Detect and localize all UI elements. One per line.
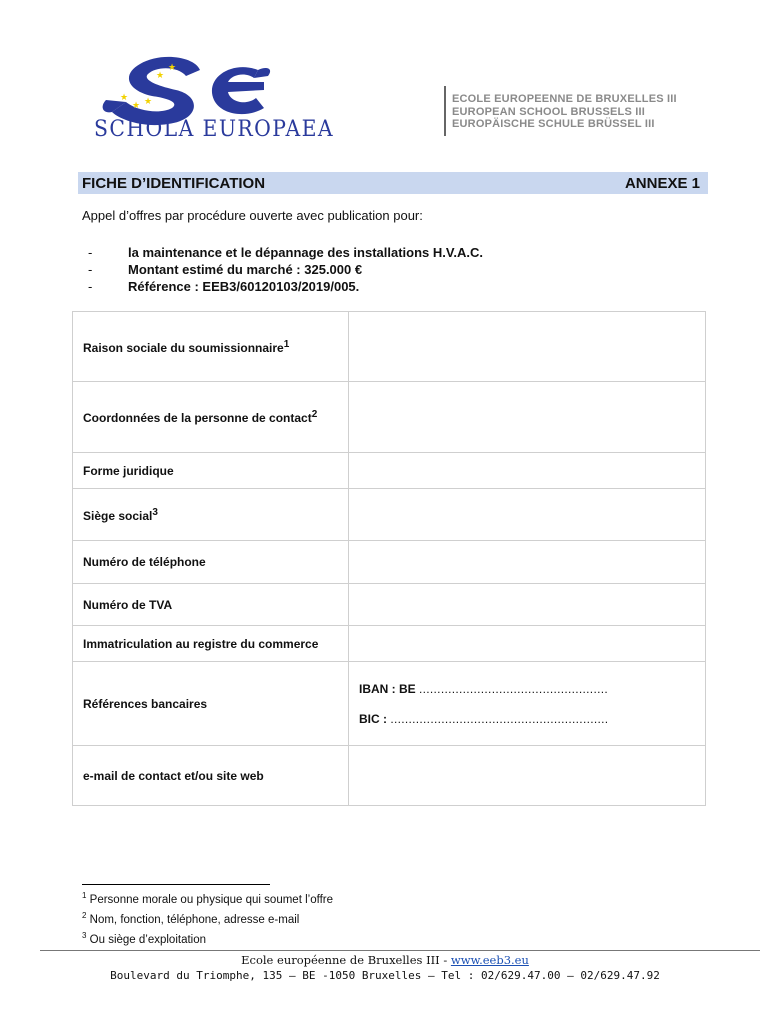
header-divider	[444, 86, 446, 136]
list-item: - la maintenance et le dépannage des installations H.V.A.C.	[88, 245, 483, 260]
svg-text:★: ★	[132, 100, 141, 110]
table-row	[73, 489, 706, 541]
table-row	[73, 662, 706, 746]
page-title: FICHE D’IDENTIFICATION	[82, 174, 266, 192]
field-label: Raison sociale du soumissionnaire$^1$	[73, 312, 349, 382]
identification-form	[72, 311, 706, 806]
footnote-divider	[82, 884, 270, 885]
registre-commerce-field[interactable]	[349, 626, 706, 662]
logo-wordmark: SCHOLA EUROPAEA	[94, 117, 334, 140]
field-label: Forme juridique	[73, 453, 349, 489]
school-name-fr: ECOLE EUROPEENNE DE BRUXELLES III	[452, 93, 677, 105]
list-item: - Montant estimé du marché : 325.000 €	[88, 262, 363, 277]
table-row	[73, 746, 706, 806]
raison-sociale-field[interactable]	[349, 312, 706, 382]
tva-field[interactable]	[349, 584, 706, 626]
table-row	[73, 584, 706, 626]
field-label: Numéro de TVA	[73, 584, 349, 626]
forme-juridique-field[interactable]	[349, 453, 706, 489]
annex-label: ANNEXE 1	[624, 174, 700, 192]
schola-europaea-logo	[82, 50, 342, 140]
footnotes	[82, 888, 333, 947]
bank-references-field[interactable]	[349, 662, 706, 746]
telephone-field[interactable]	[349, 541, 706, 584]
page-footer	[0, 953, 770, 983]
intro-text: Appel d’offres par procédure ouverte avec publication pour:	[82, 208, 423, 223]
school-website-link[interactable]: www.eeb3.eu	[450, 953, 529, 967]
iban-line[interactable]: IBAN : BE ....................................................	[359, 681, 608, 696]
logo-mark	[103, 57, 270, 125]
table-row	[73, 626, 706, 662]
bic-line[interactable]: BIC : ............................................................	[359, 711, 609, 726]
table-row	[73, 312, 706, 382]
footer-divider	[40, 950, 760, 951]
table-row	[73, 382, 706, 453]
school-names	[452, 93, 677, 131]
footnote: $^1$ Personne morale ou physique qui soumet l’offre	[82, 891, 334, 906]
svg-text:★: ★	[168, 62, 177, 72]
field-label: e-mail de contact et/ou site web	[73, 746, 349, 806]
school-name-de: EUROPÄISCHE SCHULE BRÜSSEL III	[452, 118, 655, 130]
contact-person-field[interactable]	[349, 382, 706, 453]
school-name-en: EUROPEAN SCHOOL BRUSSELS III	[452, 105, 646, 118]
siege-social-field[interactable]	[349, 489, 706, 541]
table-row	[73, 453, 706, 489]
list-item: - Référence : EEB3/60120103/2019/005.	[88, 279, 360, 294]
title-bar	[78, 172, 708, 194]
field-label: Coordonnées de la personne de contact$^2$	[73, 382, 349, 453]
footnote: $^2$ Nom, fonction, téléphone, adresse e-mail	[82, 910, 300, 926]
bullet-list	[88, 244, 483, 295]
svg-text:★: ★	[156, 70, 165, 80]
field-label: Numéro de téléphone	[73, 541, 349, 584]
footer-line-1: Ecole européenne de Bruxelles III - www.eeb3.eu	[241, 953, 529, 967]
table-row	[73, 541, 706, 584]
field-label: Immatriculation au registre du commerce	[73, 626, 349, 662]
field-label: Références bancaires	[73, 662, 349, 746]
footnote: $^3$ Ou siège d’exploitation	[82, 930, 207, 946]
svg-text:★: ★	[144, 96, 153, 106]
footer-address: Boulevard du Triomphe, 135 – BE -1050 Bruxelles – Tel : 02/629.47.00 – 02/629.47.92	[110, 969, 660, 982]
svg-text:★: ★	[120, 92, 129, 102]
email-website-field[interactable]	[349, 746, 706, 806]
field-label: Siège social$^3$	[73, 489, 349, 541]
